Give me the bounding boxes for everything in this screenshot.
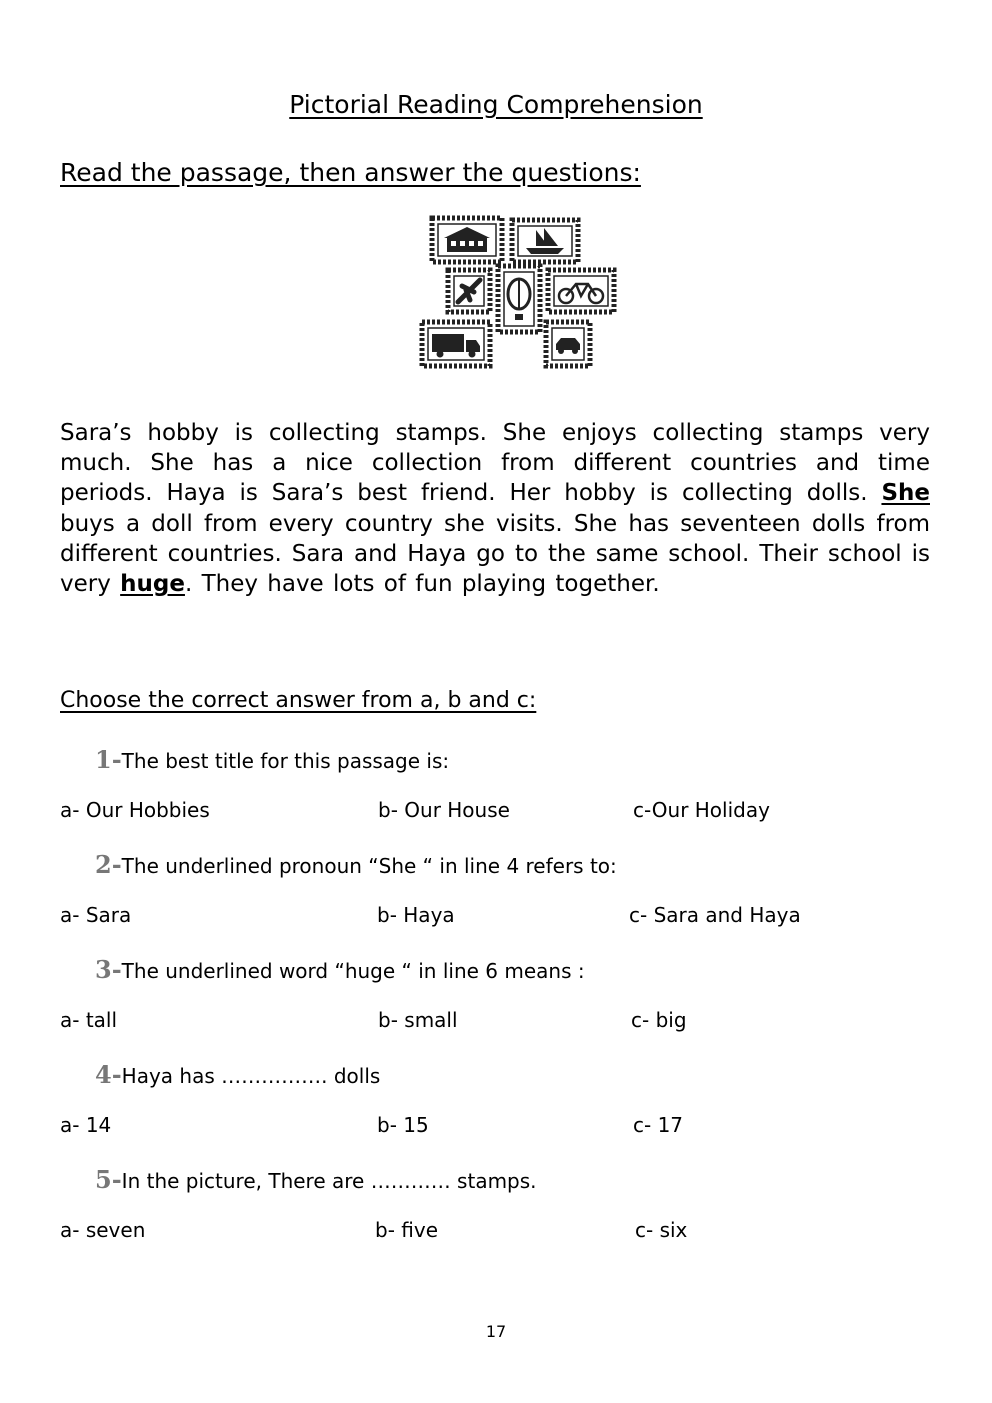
- option-c[interactable]: c-Our Holiday: [633, 798, 770, 822]
- option-a[interactable]: a- Sara: [60, 903, 132, 927]
- question-number: 3: [95, 955, 112, 984]
- stamps-illustration: [418, 214, 618, 370]
- question-number: 4: [95, 1060, 112, 1089]
- option-b[interactable]: b- Our House: [378, 798, 510, 822]
- page-title: Pictorial Reading Comprehension: [289, 90, 703, 119]
- airplane-icon: [448, 270, 490, 312]
- bicycle-icon: [548, 270, 614, 312]
- question-number: 5: [95, 1165, 112, 1194]
- question-1: 1-The best title for this passage is:: [95, 745, 450, 774]
- reading-instruction: Read the passage, then answer the questions:: [60, 158, 641, 187]
- page-number: 17: [485, 1322, 507, 1341]
- truck-icon: [422, 322, 490, 366]
- question-text: The underlined pronoun “She “ in line 4 refers to:: [121, 854, 617, 878]
- question-text: The best title for this passage is:: [121, 749, 450, 773]
- car-icon: [546, 322, 590, 366]
- option-a[interactable]: a- Our Hobbies: [60, 798, 210, 822]
- option-a[interactable]: a- seven: [60, 1218, 146, 1242]
- hot-air-balloon-icon: [498, 266, 540, 332]
- choose-instruction: Choose the correct answer from a, b and c:: [60, 688, 537, 713]
- question-number: 2: [95, 850, 112, 879]
- question-number: 1: [95, 745, 112, 774]
- reading-passage: [60, 418, 930, 599]
- option-c[interactable]: c- six: [635, 1218, 688, 1242]
- question-4: 4-Haya has ……………. dolls: [95, 1060, 381, 1089]
- option-c[interactable]: c- 17: [633, 1113, 684, 1137]
- passage-text-2: buys a doll from every country she visits. She has seventeen dolls from different countries. Sara and Haya go to the same school. Their school is very: [60, 510, 930, 598]
- question-text: In the picture, There are ………… stamps.: [121, 1169, 537, 1193]
- option-a[interactable]: a- tall: [60, 1008, 118, 1032]
- option-c[interactable]: c- Sara and Haya: [629, 903, 801, 927]
- underlined-pronoun-she: She: [881, 480, 930, 507]
- option-b[interactable]: b- Haya: [377, 903, 455, 927]
- option-b[interactable]: b- five: [375, 1218, 439, 1242]
- ship-icon: [512, 220, 578, 262]
- option-c[interactable]: c- big: [631, 1008, 687, 1032]
- underlined-word-huge: huge: [120, 571, 185, 598]
- question-text: The underlined word “huge “ in line 6 means :: [121, 959, 585, 983]
- option-b[interactable]: b- 15: [377, 1113, 429, 1137]
- house-icon: [432, 218, 502, 262]
- passage-text-1: Sara’s hobby is collecting stamps. She enjoys collecting stamps very much. She has a nice collection from different countries and time periods. Haya is Sara’s best friend. Her hobby is collecting dolls.: [60, 420, 930, 507]
- question-3: 3-The underlined word “huge “ in line 6 means :: [95, 955, 585, 984]
- question-5: 5-In the picture, There are ………… stamps.: [95, 1165, 537, 1194]
- question-2: 2-The underlined pronoun “She “ in line 4 refers to:: [95, 850, 617, 879]
- option-a[interactable]: a- 14: [60, 1113, 112, 1137]
- question-text: Haya has ……………. dolls: [121, 1064, 381, 1088]
- passage-text-3: . They have lots of fun playing together.: [184, 571, 660, 598]
- option-b[interactable]: b- small: [378, 1008, 458, 1032]
